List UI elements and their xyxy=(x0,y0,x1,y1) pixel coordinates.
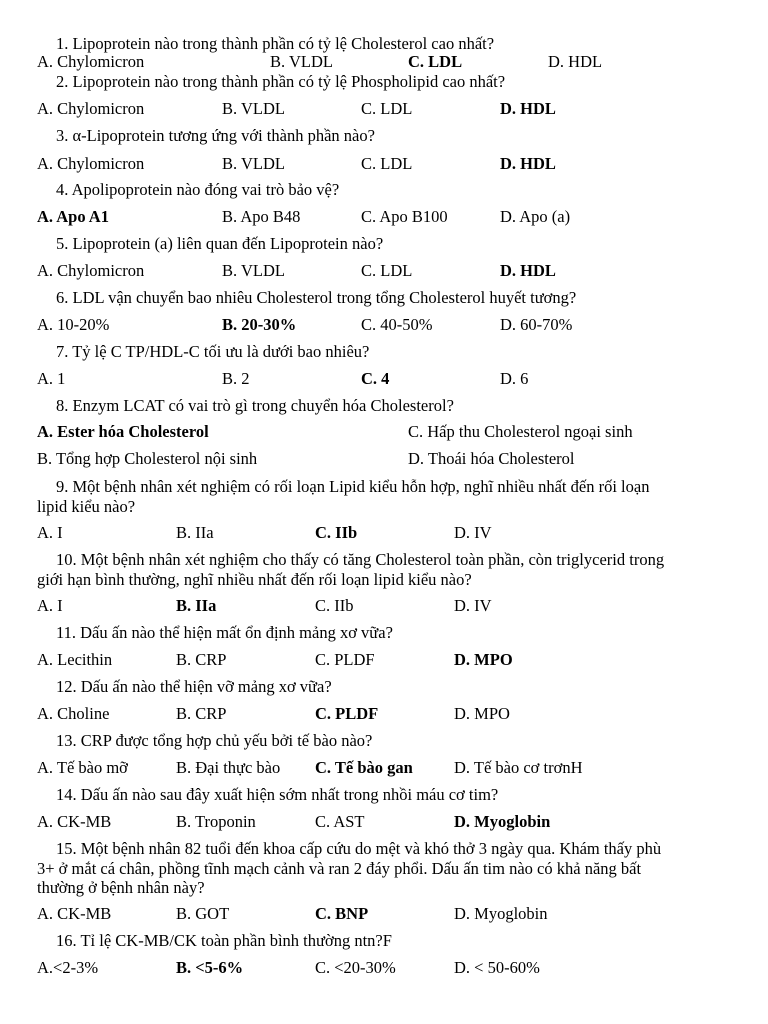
option-b: B. 20-30% xyxy=(222,315,297,334)
options-1 xyxy=(0,51,768,73)
option-d: D. < 50-60% xyxy=(454,958,540,977)
options-12 xyxy=(0,703,768,725)
options-16 xyxy=(0,957,768,979)
question-15: 15. Một bệnh nhân 82 tuổi đến khoa cấp cứu do mệt và khó thở 3 ngày qua. Khám thấy phù xyxy=(56,839,662,858)
option-c: C. BNP xyxy=(315,904,369,923)
option-c: C. 4 xyxy=(361,369,390,388)
options-10 xyxy=(0,595,768,617)
option-d: D. Myoglobin xyxy=(454,904,548,923)
option-a: A. Choline xyxy=(37,704,110,723)
options-9 xyxy=(0,522,768,544)
option-b: B. Tổng hợp Cholesterol nội sinh xyxy=(37,449,258,468)
option-c: C. <20-30% xyxy=(315,958,396,977)
option-a: A. Chylomicron xyxy=(37,52,145,71)
options-15 xyxy=(0,903,768,925)
option-c: C. LDL xyxy=(361,154,413,173)
question-16: 16. Tỉ lệ CK-MB/CK toàn phần bình thường ntn?F xyxy=(56,931,392,950)
option-d: D. IV xyxy=(454,596,492,615)
option-b: B. CRP xyxy=(176,704,227,723)
option-a: A. CK-MB xyxy=(37,904,112,923)
question-9-cont: lipid kiểu nào? xyxy=(37,497,136,516)
option-d: D. MPO xyxy=(454,704,510,723)
option-d: D. HDL xyxy=(500,154,556,173)
option-c: C. LDL xyxy=(361,261,413,280)
option-c: C. Apo B100 xyxy=(361,207,448,226)
question-12: 12. Dấu ấn nào thể hiện vỡ mảng xơ vữa? xyxy=(56,677,332,696)
question-13: 13. CRP được tổng hợp chủ yếu bởi tế bào nào? xyxy=(56,731,373,750)
option-a: A. CK-MB xyxy=(37,812,112,831)
option-d: D. Apo (a) xyxy=(500,207,571,226)
options-11 xyxy=(0,649,768,671)
question-5: 5. Lipoprotein (a) liên quan đến Lipoprotein nào? xyxy=(56,234,384,253)
options-8a xyxy=(0,421,768,443)
question-1: 1. Lipoprotein nào trong thành phần có tỷ lệ Cholesterol cao nhất? xyxy=(56,34,495,53)
option-d: D. Thoái hóa Cholesterol xyxy=(408,449,575,468)
options-13 xyxy=(0,757,768,779)
option-b: B. 2 xyxy=(222,369,250,388)
option-c: C. LDL xyxy=(408,52,463,71)
option-a: A. 1 xyxy=(37,369,66,388)
option-a: A. Apo A1 xyxy=(37,207,109,226)
option-a: A.<2-3% xyxy=(37,958,99,977)
option-a: A. I xyxy=(37,523,63,542)
question-10-cont: giới hạn bình thường, nghĩ nhiều nhất đến rối loạn lipid kiểu nào? xyxy=(37,570,472,589)
option-d: D. Tế bào cơ trơnH xyxy=(454,758,583,777)
option-a: A. Lecithin xyxy=(37,650,113,669)
question-14: 14. Dấu ấn nào sau đây xuất hiện sớm nhất trong nhồi máu cơ tim? xyxy=(56,785,499,804)
option-d: D. HDL xyxy=(500,99,556,118)
option-c: C. LDL xyxy=(361,99,413,118)
option-b: B. VLDL xyxy=(222,154,285,173)
option-a: A. Chylomicron xyxy=(37,261,145,280)
option-c: C. AST xyxy=(315,812,365,831)
option-b: B. Troponin xyxy=(176,812,256,831)
question-15-cont2: thường ở bệnh nhân này? xyxy=(37,878,205,897)
options-7 xyxy=(0,368,768,390)
options-8b xyxy=(0,448,768,470)
question-8: 8. Enzym LCAT có vai trò gì trong chuyển hóa Cholesterol? xyxy=(56,396,454,415)
option-d: D. Myoglobin xyxy=(454,812,551,831)
options-2 xyxy=(0,98,768,120)
option-a: A. I xyxy=(37,596,63,615)
option-b: B. VLDL xyxy=(270,52,333,71)
option-b: B. Apo B48 xyxy=(222,207,301,226)
option-c: C. IIb xyxy=(315,596,354,615)
option-a: A. Ester hóa Cholesterol xyxy=(37,422,209,441)
option-d: D. MPO xyxy=(454,650,513,669)
option-d: D. HDL xyxy=(500,261,556,280)
option-b: B. Đại thực bào xyxy=(176,758,281,777)
options-4 xyxy=(0,206,768,228)
option-d: D. 60-70% xyxy=(500,315,573,334)
question-11: 11. Dấu ấn nào thể hiện mất ổn định mảng xơ vữa? xyxy=(56,623,393,642)
question-6: 6. LDL vận chuyển bao nhiêu Cholesterol trong tổng Cholesterol huyết tương? xyxy=(56,288,577,307)
question-4: 4. Apolipoprotein nào đóng vai trò bảo vệ? xyxy=(56,180,340,199)
options-14 xyxy=(0,811,768,833)
question-9: 9. Một bệnh nhân xét nghiệm có rối loạn Lipid kiểu hỗn hợp, nghĩ nhiều nhất đến rối loạn xyxy=(56,477,650,496)
question-10: 10. Một bệnh nhân xét nghiệm cho thấy có tăng Cholesterol toàn phần, còn triglycerid trong xyxy=(56,550,665,569)
question-2: 2. Lipoprotein nào trong thành phần có tỷ lệ Phospholipid cao nhất? xyxy=(56,72,506,91)
option-a: A. 10-20% xyxy=(37,315,110,334)
option-d: D. HDL xyxy=(548,52,603,71)
option-b: B. CRP xyxy=(176,650,227,669)
options-3 xyxy=(0,153,768,175)
option-b: B. IIa xyxy=(176,523,214,542)
option-b: B. <5-6% xyxy=(176,958,244,977)
option-a: A. Chylomicron xyxy=(37,154,145,173)
option-b: B. VLDL xyxy=(222,99,285,118)
options-6 xyxy=(0,314,768,336)
option-c: C. IIb xyxy=(315,523,358,542)
option-c: C. Tế bào gan xyxy=(315,758,413,777)
option-b: B. GOT xyxy=(176,904,230,923)
option-b: B. IIa xyxy=(176,596,217,615)
question-3: 3. α-Lipoprotein tương ứng với thành phần nào? xyxy=(56,126,375,145)
option-d: D. IV xyxy=(454,523,492,542)
option-a: A. Chylomicron xyxy=(37,99,145,118)
options-5 xyxy=(0,260,768,282)
option-b: B. VLDL xyxy=(222,261,285,280)
option-c: C. PLDF xyxy=(315,650,375,669)
option-a: A. Tế bào mỡ xyxy=(37,758,128,777)
question-15-cont: 3+ ở mắt cá chân, phồng tĩnh mạch cảnh và ran 2 đáy phổi. Dấu ấn tim nào có khả năng bất xyxy=(37,859,642,878)
option-c: C. PLDF xyxy=(315,704,379,723)
question-7: 7. Tỷ lệ C TP/HDL-C tối ưu là dưới bao nhiêu? xyxy=(56,342,370,361)
option-c: C. Hấp thu Cholesterol ngoại sinh xyxy=(408,422,633,441)
option-d: D. 6 xyxy=(500,369,529,388)
option-c: C. 40-50% xyxy=(361,315,433,334)
